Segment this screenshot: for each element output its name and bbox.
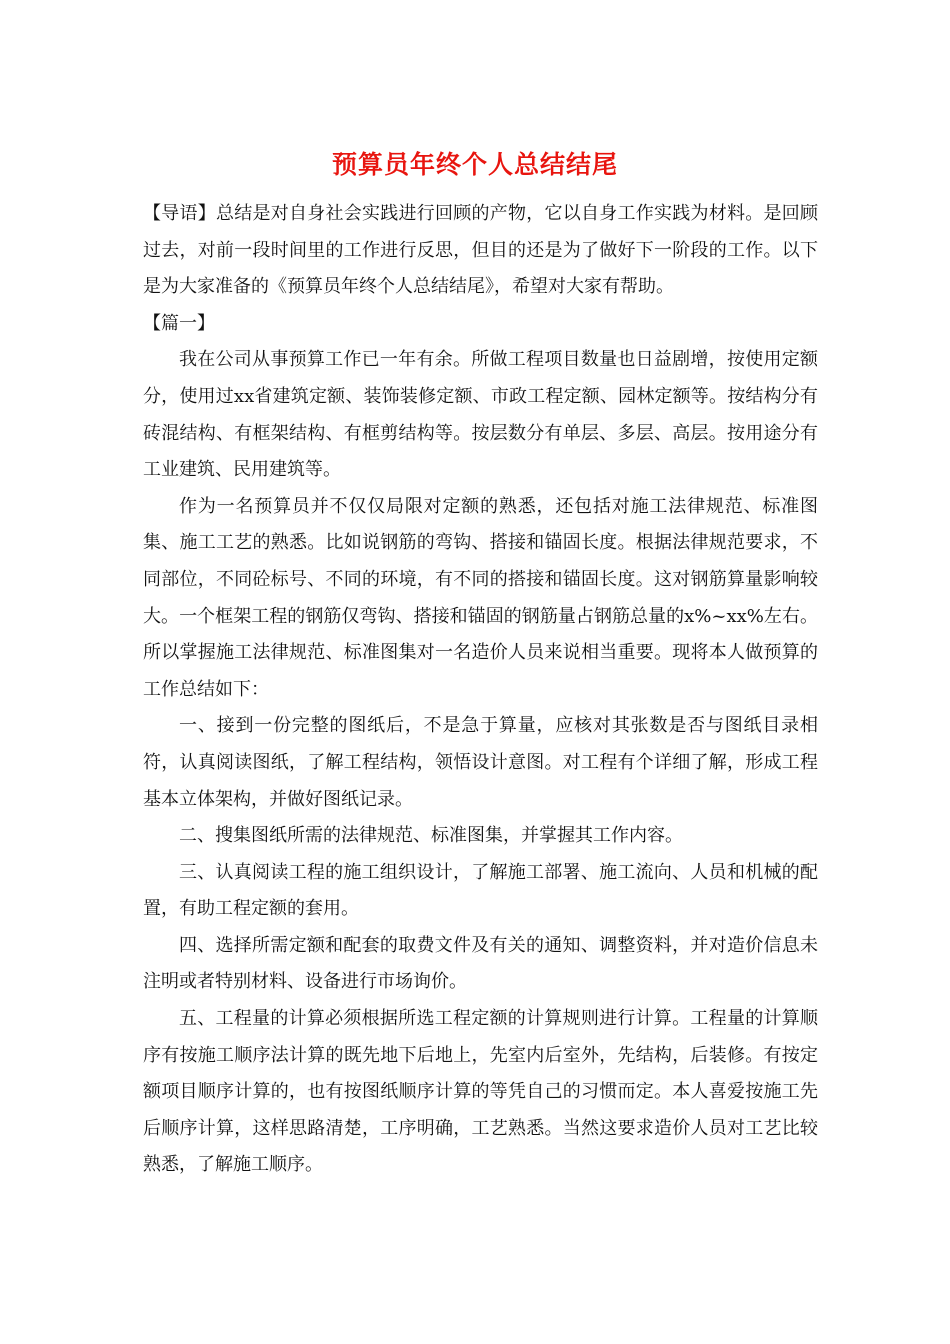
document-body: [143, 196, 818, 1184]
intro-paragraph: 【导语】总结是对自身社会实践进行回顾的产物，它以自身工作实践为材料。是回顾过去，对前一段时间里的工作进行反思，但目的还是为了做好下一阶段的工作。以下是为大家准备的《预算员年终个人总结结尾》，希望对大家有帮助。: [143, 203, 818, 298]
section-heading: 【篇一】: [143, 312, 215, 334]
list-item-paragraph: 一、接到一份完整的图纸后，不是急于算量，应核对其张数是否与图纸目录相符，认真阅读图纸，了解工程结构，领悟设计意图。对工程有个详细了解，形成工程基本立体架构，并做好图纸记录。: [143, 715, 818, 810]
list-item-paragraph: 五、工程量的计算必须根据所选工程定额的计算规则进行计算。工程量的计算顺序有按施工顺序法计算的既先地下后地上，先室内后室外，先结构，后装修。有按定额项目顺序计算的，也有按图纸顺序计算的等凭自己的习惯而定。本人喜爱按施工先后顺序计算，这样思路清楚，工序明确，工艺熟悉。当然这要求造价人员对工艺比较熟悉，了解施工顺序。: [143, 1008, 818, 1176]
list-item-paragraph: 四、选择所需定额和配套的取费文件及有关的通知、调整资料，并对造价信息未注明或者特别材料、设备进行市场询价。: [143, 934, 818, 993]
list-item-paragraph: 二、搜集图纸所需的法律规范、标准图集，并掌握其工作内容。: [179, 825, 683, 847]
document-title: 预算员年终个人总结结尾: [331, 150, 618, 179]
body-paragraph: 作为一名预算员并不仅仅局限对定额的熟悉，还包括对施工法律规范、标准图集、施工工艺的熟悉。比如说钢筋的弯钩、搭接和锚固长度。根据法律规范要求，不同部位，不同砼标号、不同的环境，有不同的搭接和锚固长度。这对钢筋算量影响较大。一个框架工程的钢筋仅弯钩、搭接和锚固的钢筋量占钢筋总量的x%~xx%左右。所以掌握施工法律规范、标准图集对一名造价人员来说相当重要。现将本人做预算的工作总结如下：: [143, 495, 818, 700]
body-paragraph: 我在公司从事预算工作已一年有余。所做工程项目数量也日益剧增，按使用定额分，使用过xx省建筑定额、装饰装修定额、市政工程定额、园林定额等。按结构分有砖混结构、有框架结构、有框剪结构等。按层数分有单层、多层、高层。按用途分有工业建筑、民用建筑等。: [143, 349, 818, 481]
list-item-paragraph: 三、认真阅读工程的施工组织设计，了解施工部署、施工流向、人员和机械的配置，有助工程定额的套用。: [143, 861, 818, 920]
